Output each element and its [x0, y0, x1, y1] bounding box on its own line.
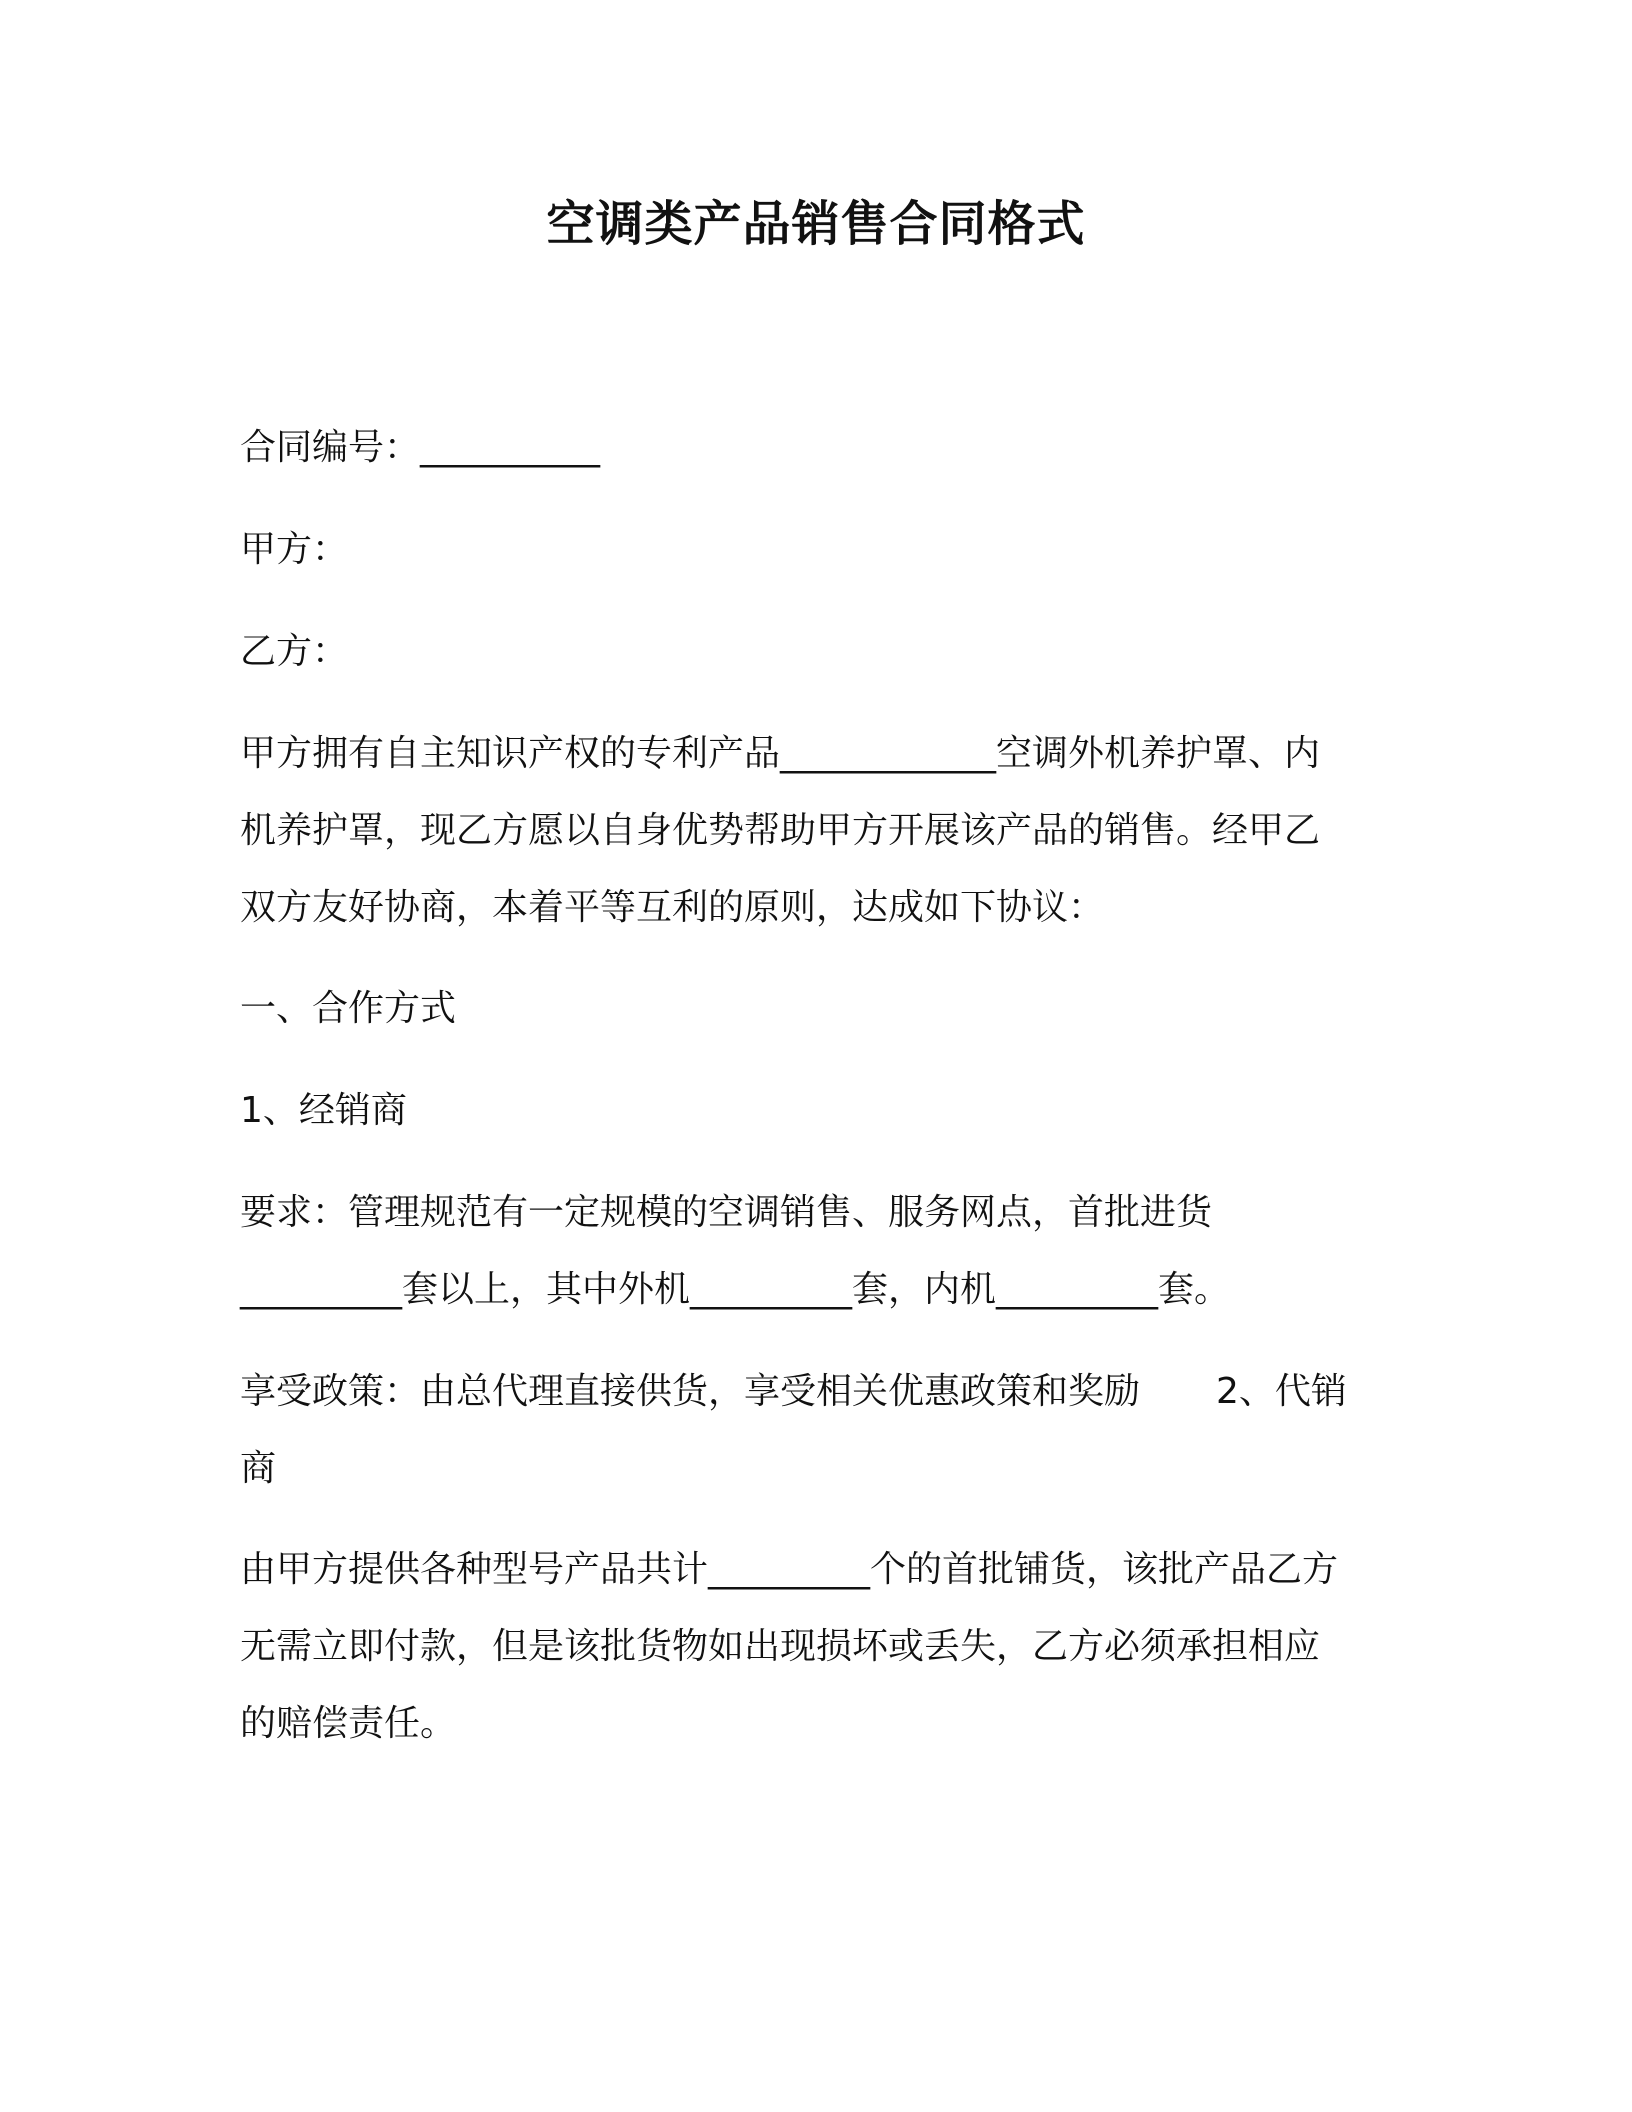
consignment-line: 无需立即付款，但是该批货物如出现损坏或丢失，乙方必须承担相应 [240, 1626, 1321, 1667]
requirement-line: _________套以上，其中外机_________套，内机_________套。 [240, 1269, 1231, 1310]
item-distributor: 1、经销商 [240, 1090, 407, 1131]
intro-line: 甲方拥有自主知识产权的专利产品____________空调外机养护罩、内 [240, 733, 1321, 774]
intro-line: 机养护罩，现乙方愿以自身优势帮助甲方开展该产品的销售。经甲乙 [240, 810, 1321, 851]
policy-wrap-line: 商 [240, 1448, 277, 1489]
consignment-line: 由甲方提供各种型号产品共计_________个的首批铺货，该批产品乙方 [240, 1549, 1339, 1590]
party-b: 乙方： [240, 631, 349, 672]
requirement-paragraph [240, 1174, 1390, 1328]
document-title: 空调类产品销售合同格式 [546, 196, 1086, 252]
requirement-line: 要求：管理规范有一定规模的空调销售、服务网点，首批进货 [240, 1192, 1213, 1233]
policy-text: 享受政策：由总代理直接供货，享受相关优惠政策和奖励 [240, 1371, 1141, 1412]
contract-number: 合同编号：__________ [240, 427, 601, 468]
intro-paragraph [240, 715, 1390, 946]
consignment-paragraph [240, 1531, 1390, 1762]
item-consignment: 2、代销 [1216, 1371, 1347, 1412]
consignment-line: 的赔偿责任。 [240, 1703, 457, 1744]
policy-line [240, 1353, 1390, 1430]
party-a: 甲方： [240, 529, 349, 570]
policy-paragraph [240, 1353, 1390, 1507]
intro-line: 双方友好协商，本着平等互利的原则，达成如下协议： [240, 887, 1105, 928]
section-heading-cooperation: 一、合作方式 [240, 988, 457, 1029]
